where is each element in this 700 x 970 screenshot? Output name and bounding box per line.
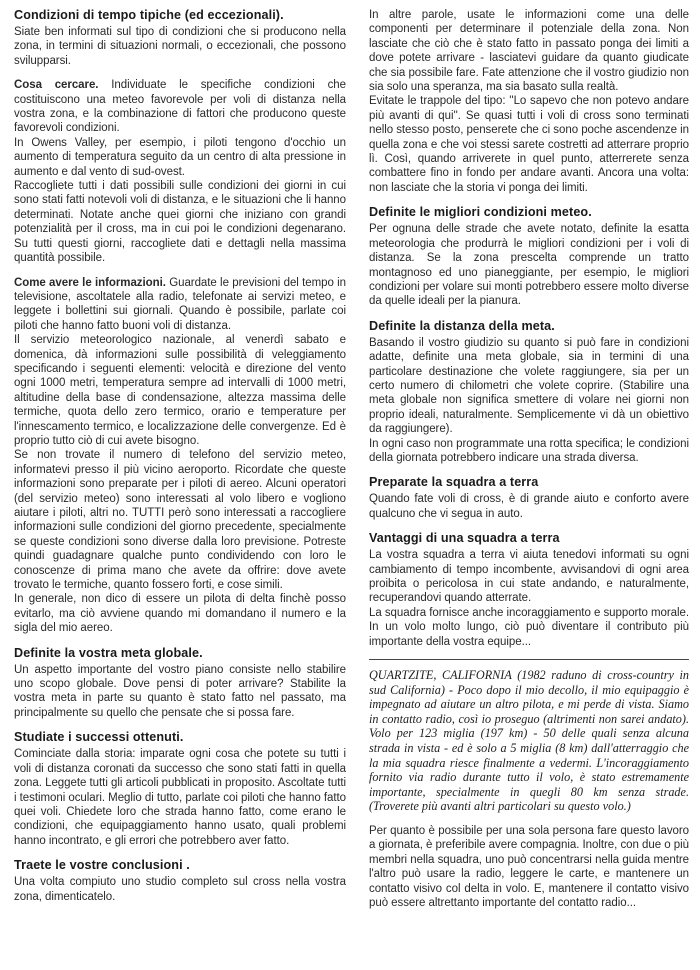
sidebar-quote [369,668,689,814]
section-heading: Definite le migliori condizioni meteo. [369,205,592,220]
paragraph: Raccogliete tutti i dati possibili sulle condizioni dei giorni in cui sono stati fatti notevoli voli di distanza, e le situazioni che li hanno determinati. Notate anche quei giorni che iniziano con grandi potenzialità per il cross, ma in cui poi le condizioni degenarano. Su tutti questi giorni, raccogliete dati e dettagli nella massima quantità possibile. [14,180,346,265]
paragraph: Per ognuna delle strade che avete notato, definite la esatta meteorologia che produrrà le migliori condizioni per i voli di distanza. Se la zona prescelta comprende un tratto montagnoso ed uno pianeggiante, per esempio, le migliori condizioni per volare sui monti potrebbero essere molto diverse da quelle ideali per la pianura. [369,223,689,308]
section-heading: Definite la vostra meta globale. [14,645,203,660]
paragraph: Il servizio meteorologico nazionale, al venerdì sabato e domenica, dà informazioni sulle possibilità di veleggiamento specificando i seguenti elementi: velocità e direzione del vento ogni 1000 metri, temperatura sempre ad intervalli di 1000 metri, altitudine della base di condensazione, altezza massima delle termiche, quota dello zero termico, orario e temperature per l'innescamento termico, e localizzazione delle convergenze. Ed è proprio tutto ciò di cui avete bisogno. [14,334,346,447]
section-heading: Preparate la squadra a terra [369,475,539,490]
paragraph: La vostra squadra a terra vi aiuta tenedovi informati su ogni cambiamento di tempo incombente, avvisandovi di ogni area proibita o pericolosa in cui state andando, e naturalmente, recuperandovi quando atterrate. [369,549,689,605]
section-best-conditions [369,205,689,308]
paragraph: Un aspetto importante del vostro piano consiste nello stabilire uno scopo globale. Dove pensi di poter arrivare? Stabilite la vostra meta in parte su quanto è stato fatto nel passato, ma principalmente su quello che pensate che si possa fare. [14,663,346,719]
closing-paragraph: Per quanto è possibile per una sola persona fare questo lavoro a giornata, è preferibile avere compagnia. Inoltre, con due o più membri nella squadra, uno può concentrarsi nella guida mentre l'altro può usare la radio, leggere le carte, e mantenere un contatto visivo col delta in volo. E, mantenere il contatto visivo può essere altrettanto importante del contatto radio... [369,824,689,909]
paragraph: In altre parole, usate le informazioni come una delle componenti per determinare il potenziale della zona. Non lasciate che ciò che è stato fatto in passato ponga dei limiti a dove potete arrivare - lasciatevi guidare da quanto giudicate che sia possibile fare. Fate attenzione che il vostro giudizio non sia solo una speranza, ma sia basato sulla realtà. [369,9,689,94]
quote-heading: QUARTZITE, CALIFORNIA [369,668,512,683]
run-in-heading: Come avere le informazioni. [14,276,166,289]
paragraph: In Owens Valley, per esempio, i piloti tengono d'occhio un aumento di temperatura seguito da un centro di alta pressione in aumento e dal vento di sud-ovest. [14,136,346,178]
paragraph: In generale, non dico di essere un pilota di delta finchè posso evitarlo, ma ciò avviene quando mi domandano il numero e la sigla del mio aereo. [14,593,346,635]
divider [369,659,689,660]
right-column [369,8,689,910]
run-in-heading: Cosa cercare. [14,79,99,92]
paragraph: Basando il vostro giudizio su quanto si può fare in condizioni adatte, definite una meta globale, sia in termini di una particolare destinazione che volete raggiungere, sia per un certo numero di chilometri che volete coprire. (Stabilire una meta globale non significa smettere di volare nei giorni non proprio ideali, naturalmente. Semplicemente vi dà un obiettivo da raggiungere). [369,336,689,436]
left-column [14,8,346,908]
section-goal-distance [369,319,689,466]
section-study-successes [14,730,346,848]
paragraph: Una volta compiuto uno studio completo sul cross nella vostra zona, dimenticatelo. [14,876,346,903]
section-ground-crew [369,475,689,521]
paragraph: Evitate le trappole del tipo: ''Lo sapevo che non potevo andare più avanti di qui''. Se quasi tutti i voli di cross sono terminati nello stesso posto, penserete che ci sono poche ascendenze in quella zona e che voi stessi sarete costretti ad atterrare proprio lì. Così, quando arriverete in quel punto, atterrerete senza combattere fino in fondo per andare avanti. Ancora una volta: non lasciate che la storia vi ponga dei limiti. [369,95,689,194]
quote-body: (1982 raduno di cross-country in sud California) - Poco dopo il mio decollo, il mio equipaggio è impegnato ad aiutare un altro pilota, e mi perde di vista. Siamo in contatto radio, così io proseguo (altrimenti non sarei andato). Volo per 123 miglia (197 km) - 50 delle quali senza alcuna strada in vista - ed è solo a 5 miglia (8 km) dall'atterraggio che la mia squadra riesce finalmente a vedermi. L'incoraggiamento fornito via radio durante tutto il volo, è stato estremamente importante, specialmente in quegli 80 km senza strade. (Troverete più avanti altri particolari su questo volo.) [369,668,689,814]
section-ground-crew-advantages [369,531,689,649]
section-conclusions [14,858,346,904]
paragraph: Siate ben informati sul tipo di condizioni che si producono nella zona, in termini di situazioni normali, o eccezionali, che possono svilupparsi. [14,26,346,67]
section-heading: Studiate i successi ottenuti. [14,730,184,745]
section-heading: Traete le vostre conclusioni . [14,858,190,873]
paragraph: In ogni caso non programmate una rotta specifica; le condizioni della giornata potrebbero indicare una strada diversa. [369,437,689,464]
paragraph: Quando fate voli di cross, è di grande aiuto e conforto avere qualcuno che vi segua in auto. [369,493,689,520]
section-heading: Definite la distanza della meta. [369,318,555,333]
section-global-goal [14,646,346,721]
section-continuation [369,8,689,195]
paragraph: Cosa cercare. Individuate le specifiche condizioni che costituiscono una meteo favorevole per voli di distanza nella vostra zona, e la combinazione di fattori che producono queste favorevoli condizioni. [14,79,346,135]
paragraph: Se non trovate il numero di telefono del servizio meteo, informatevi presso il più vicino aeroporto. Ricordate che queste informazioni sono preparate per i piloti di aereo. Alcuni operatori (del servizio meteo) sono interessati al volo libero e vogliono aiutare i piloti, altri no. TUTTI però sono interessati a raccogliere informazioni sulle condizioni del giorno precedente, specialmente se queste condizioni sono diverse dalla loro previsione. Potreste quindi guadagnare qualche punto condividendo con loro le conoscenze di prima mano che avete da offrire: dove avete trovato le termiche, quanto fossero forti, e cose simili. [14,449,346,592]
section-heading: Condizioni di tempo tipiche (ed eccezionali). [14,8,284,22]
paragraph: Cominciate dalla storia: imparate ogni cosa che potete su tutti i voli di distanza coronati da successo che sono stati fatti in quella zona. Leggete tutti gli articoli pubblicati in proposito. Ascoltate tutti i testimoni oculari. Meglio di tutto, parlate coi piloti che hanno fatto quei voli. Chiedete loro che strada hanno fatto, come erano le condizioni, che equipaggiamento hanno usato, quali problemi hanno incontrato, e gli errori che potrebbero aver fatto. [14,748,347,847]
paragraph: La squadra fornisce anche incoraggiamento e supporto morale. In un volo molto lungo, ciò può diventare il contributo più importante della vostra equipe... [369,606,689,648]
section-typical-conditions [14,8,346,68]
section-heading: Vantaggi di una squadra a terra [369,531,560,546]
section-what-to-look-for [14,78,346,265]
paragraph: Come avere le informazioni. Guardate le previsioni del tempo in televisione, ascoltatele alla radio, telefonate ai servizi meteo, e leggete i bollettini sui giornali. Quando è possibile, parlate coi piloti che hanno fatto buoni voli di distanza. [14,276,346,332]
section-how-to-get-info [14,276,346,636]
